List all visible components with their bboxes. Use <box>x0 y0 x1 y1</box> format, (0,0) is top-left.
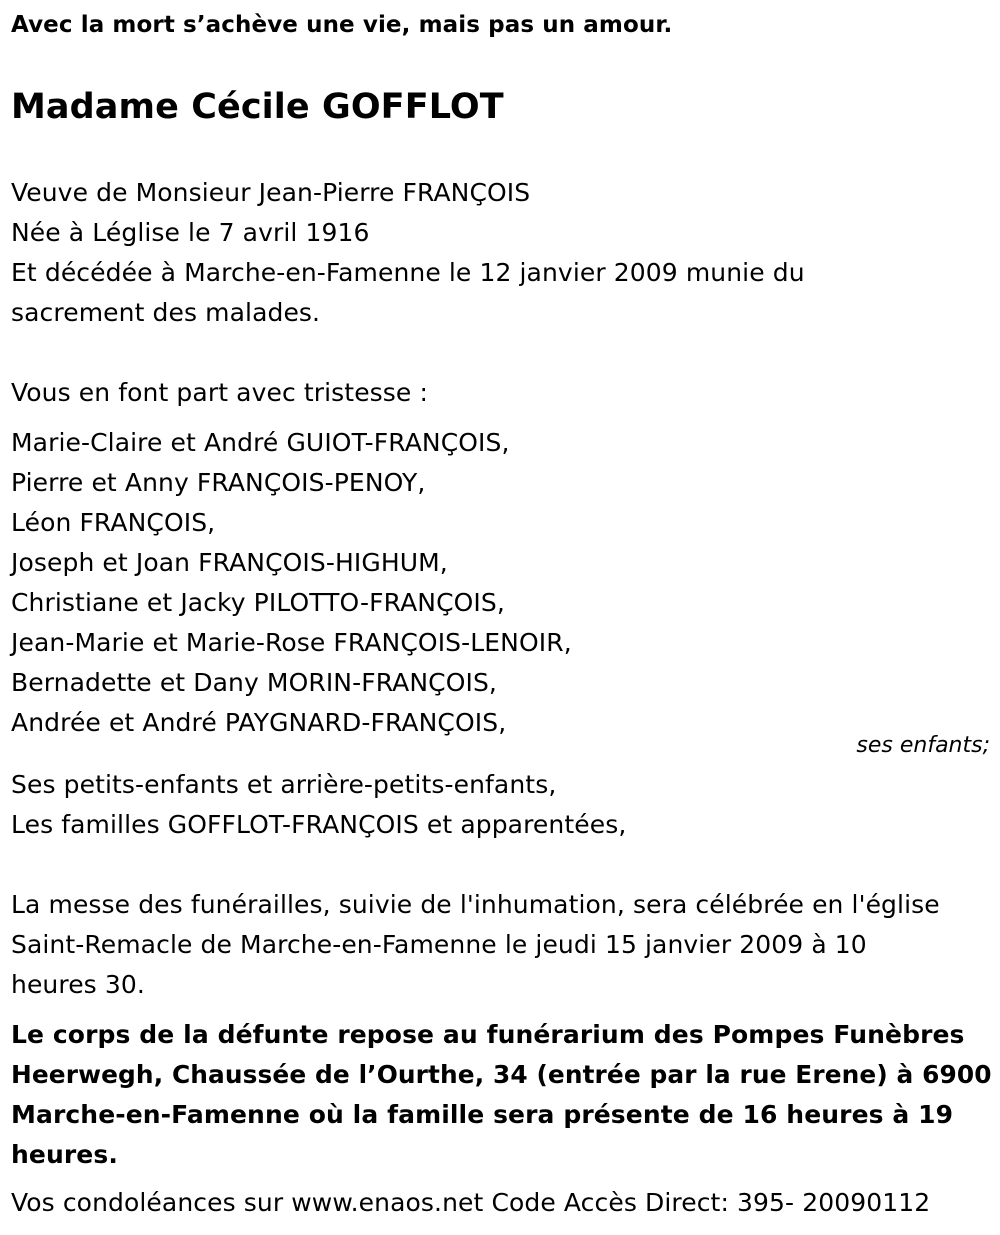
biography-line: Née à Léglise le 7 avril 1916 <box>11 218 370 247</box>
child-entry: Andrée et André PAYGNARD-FRANÇOIS, <box>11 708 507 737</box>
child-entry: Marie-Claire et André GUIOT-FRANÇOIS, <box>11 428 510 457</box>
child-entry: Bernadette et Dany MORIN-FRANÇOIS, <box>11 668 497 697</box>
deceased-name: Madame Cécile GOFFLOT <box>11 87 504 127</box>
visitation-line: heures. <box>11 1140 118 1169</box>
funeral-mass-line: Saint-Remacle de Marche-en-Famenne le jeudi 15 janvier 2009 à 10 <box>11 930 867 959</box>
extended-family-line: Ses petits-enfants et arrière-petits-enfants, <box>11 770 557 799</box>
visitation-line: Le corps de la défunte repose au funérarium des Pompes Funèbres <box>11 1020 965 1049</box>
epigraph: Avec la mort s’achève une vie, mais pas un amour. <box>11 12 673 38</box>
condolences-line: Vos condoléances sur www.enaos.net Code Accès Direct: 395- 20090112 <box>11 1188 931 1217</box>
visitation-line: Marche-en-Famenne où la famille sera présente de 16 heures à 19 <box>11 1100 954 1129</box>
extended-family-line: Les familles GOFFLOT-FRANÇOIS et apparentées, <box>11 810 627 839</box>
children-role-label: ses enfants; <box>856 733 990 758</box>
funeral-mass-line: La messe des funérailles, suivie de l'inhumation, sera célébrée en l'église <box>11 890 940 919</box>
biography-line: Veuve de Monsieur Jean-Pierre FRANÇOIS <box>11 178 531 207</box>
visitation-line: Heerwegh, Chaussée de l’Ourthe, 34 (entrée par la rue Erene) à 6900 <box>11 1060 992 1089</box>
announcement-intro: Vous en font part avec tristesse : <box>11 378 428 407</box>
child-entry: Jean-Marie et Marie-Rose FRANÇOIS-LENOIR, <box>11 628 572 657</box>
biography-line: Et décédée à Marche-en-Famenne le 12 janvier 2009 munie du <box>11 258 805 287</box>
child-entry: Pierre et Anny FRANÇOIS-PENOY, <box>11 468 426 497</box>
child-entry: Joseph et Joan FRANÇOIS-HIGHUM, <box>11 548 448 577</box>
biography-line: sacrement des malades. <box>11 298 321 327</box>
child-entry: Christiane et Jacky PILOTTO-FRANÇOIS, <box>11 588 505 617</box>
funeral-mass-line: heures 30. <box>11 970 145 999</box>
child-entry: Léon FRANÇOIS, <box>11 508 216 537</box>
